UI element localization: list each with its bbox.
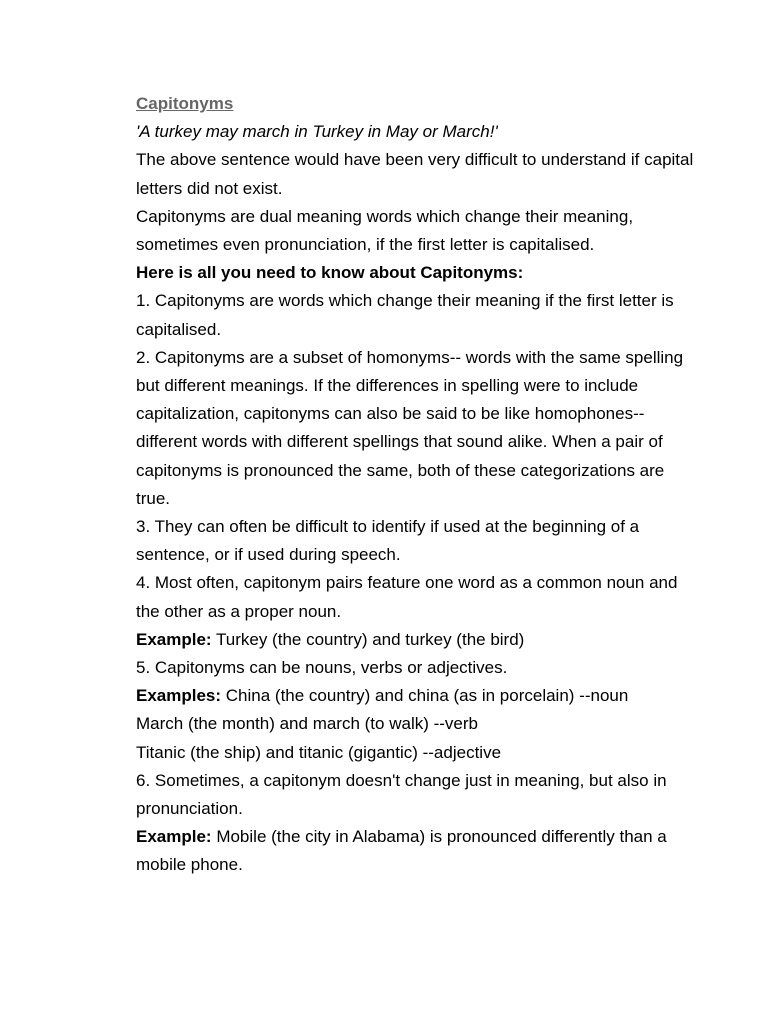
example-label: Example: bbox=[136, 827, 212, 847]
point-3: 3. They can often be difficult to identify if used at the beginning of a sentence, or if used during speech. bbox=[136, 517, 640, 565]
document-title: Capitonyms bbox=[136, 94, 234, 113]
point-6: 6. Sometimes, a capitonym doesn't change just in meaning, but also in pronunciation. bbox=[136, 770, 667, 819]
point-1: 1. Capitonyms are words which change their meaning if the first letter is capitalised. bbox=[136, 291, 674, 339]
example-3 bbox=[136, 823, 696, 879]
point-4: 4. Most often, capitonym pairs feature one word as a common noun and the other as a proper noun. bbox=[136, 573, 678, 621]
point-2: 2. Capitonyms are a subset of homonyms-- words with the same spelling but different meanings. If the differences in spelling were to include capitalization, capitonyms can also be said to be like homophones-- different words with different spellings that sound alike. When a pair of capitonyms is pronounced the same, both of these categorizations are true. bbox=[136, 347, 684, 508]
examples-line-1: China (the country) and china (as in porcelain) --noun bbox=[221, 686, 629, 706]
example-1 bbox=[136, 626, 696, 654]
example-label: Example: bbox=[136, 629, 212, 649]
section-heading: Here is all you need to know about Capitonyms: bbox=[136, 263, 524, 283]
example-text: Turkey (the country) and turkey (the bird) bbox=[211, 629, 525, 649]
document-body bbox=[136, 90, 696, 880]
examples-2 bbox=[136, 682, 696, 710]
examples-line-3: Titanic (the ship) and titanic (gigantic) --adjective bbox=[136, 742, 502, 762]
point-5: 5. Capitonyms can be nouns, verbs or adjectives. bbox=[136, 658, 508, 678]
examples-label: Examples: bbox=[136, 686, 222, 706]
intro-paragraph-1: The above sentence would have been very difficult to understand if capital letters did not exist. bbox=[136, 150, 694, 198]
examples-line-2: March (the month) and march (to walk) --verb bbox=[136, 714, 478, 734]
intro-paragraph-2: Capitonyms are dual meaning words which change their meaning, sometimes even pronunciation, if the first letter is capitalised. bbox=[136, 206, 634, 255]
example-text: Mobile (the city in Alabama) is pronounced differently than a mobile phone. bbox=[136, 827, 667, 875]
quote-line: 'A turkey may march in Turkey in May or March!' bbox=[136, 122, 498, 142]
